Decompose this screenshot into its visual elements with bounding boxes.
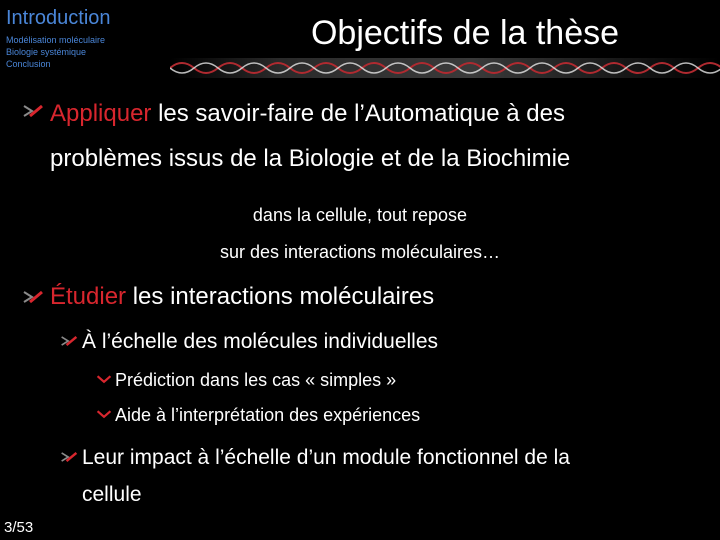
bullet2-rest: les interactions moléculaires (126, 283, 435, 310)
bullet-arrow-icon (22, 290, 44, 304)
bullet2-line (50, 283, 434, 311)
page-number: 3/53 (4, 519, 34, 536)
sub1-text: À l’échelle des molécules individuelles (82, 330, 439, 353)
slide-title: Objectifs de la thèse (310, 14, 620, 52)
sub2-line2: cellule (82, 483, 142, 506)
bullet1-line2: problèmes issus de la Biologie et de la Biochimie (50, 145, 571, 172)
sub-bullet-icon (60, 335, 78, 347)
nav-section-title[interactable]: Introduction (6, 7, 111, 29)
section-navigation (6, 6, 111, 70)
sub-bullet-icon (60, 451, 78, 463)
bullet1-line1 (50, 100, 565, 128)
nav-items (6, 34, 111, 70)
sub-sub-bullet-icon (96, 409, 112, 419)
sub1-item2: Aide à l’interprétation des expériences (115, 405, 421, 425)
bullet1-rest: les savoir-faire de l’Automatique à des (151, 100, 565, 127)
note-line2: sur des interactions moléculaires… (219, 242, 501, 262)
sub-sub-bullet-icon (96, 374, 112, 384)
bullet2-highlight: Étudier (50, 283, 127, 310)
dna-banner-image (170, 58, 720, 78)
sub2-line1: Leur impact à l’échelle d’un module fonctionnel de la (82, 446, 570, 469)
bullet-arrow-icon (22, 104, 44, 118)
bullet1-highlight: Appliquer (50, 100, 152, 127)
note-line1: dans la cellule, tout repose (252, 205, 468, 225)
nav-item-conclusion[interactable]: Conclusion (6, 59, 51, 69)
nav-item-biologie[interactable]: Biologie systémique (6, 47, 87, 57)
nav-item-modelisation[interactable]: Modélisation moléculaire (6, 35, 106, 45)
sub1-item1: Prédiction dans les cas « simples » (115, 370, 397, 390)
